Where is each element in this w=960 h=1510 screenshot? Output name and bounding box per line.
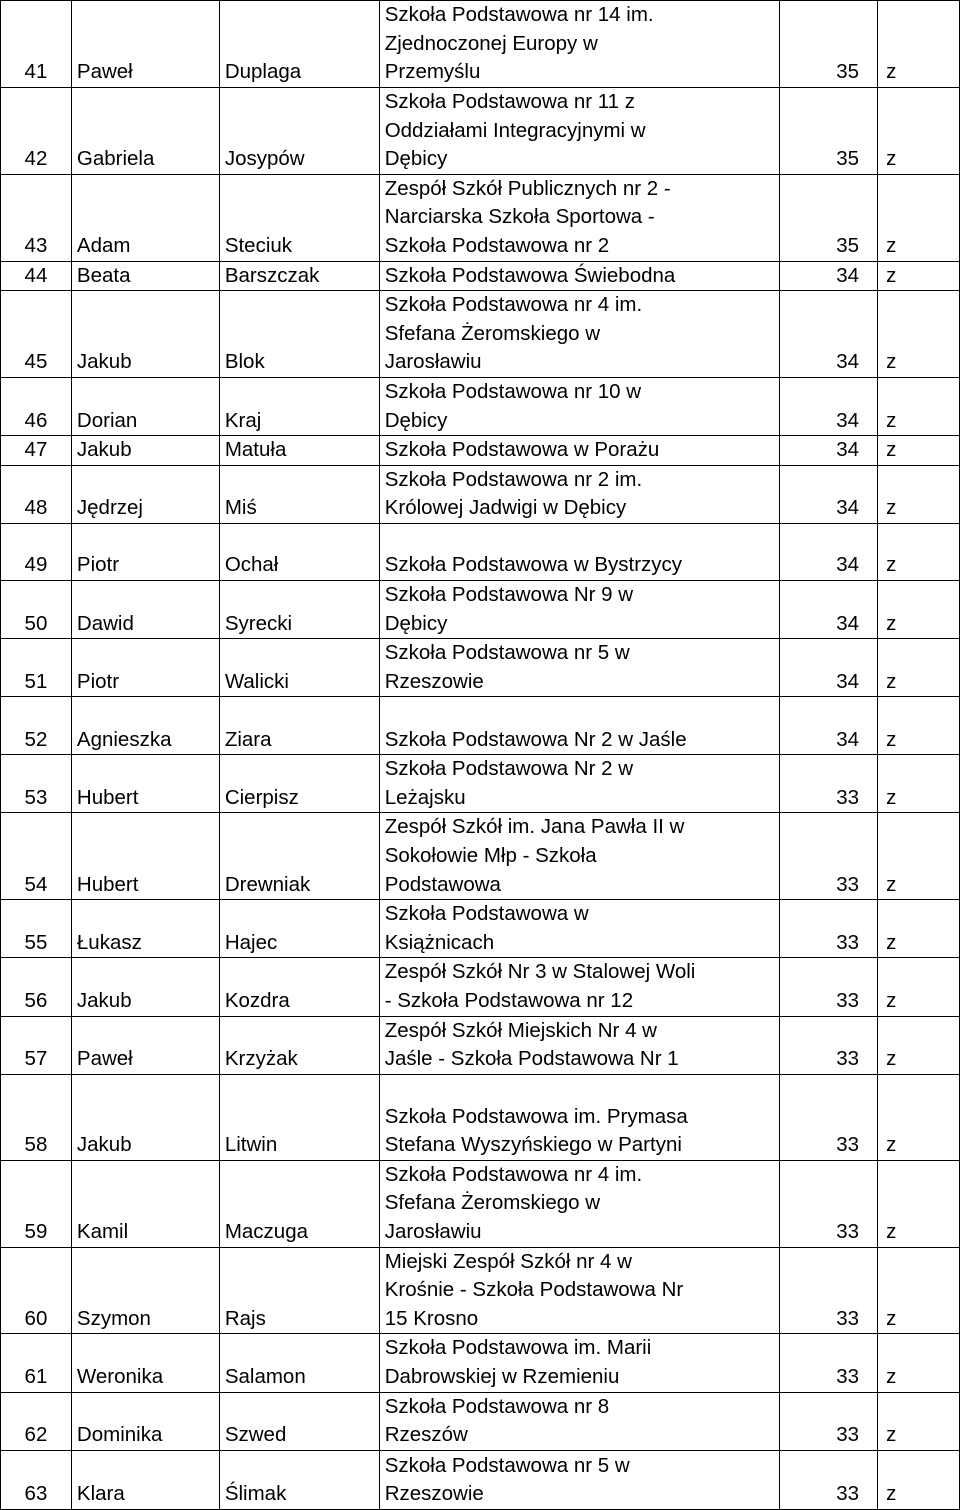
score: 35 (780, 88, 878, 175)
table-row (1, 436, 960, 466)
last-name: Salamon (219, 1334, 379, 1392)
first-name: Jakub (71, 436, 219, 466)
first-name: Agnieszka (71, 697, 219, 755)
category: z (878, 1, 960, 88)
first-name: Dorian (71, 377, 219, 435)
school-name: Szkoła Podstawowa Nr 2 w Jaśle (379, 697, 779, 755)
first-name: Dominika (71, 1392, 219, 1450)
school-name: Szkoła Podstawowa nr 8 Rzeszów (379, 1392, 779, 1450)
score: 34 (780, 580, 878, 638)
category: z (878, 580, 960, 638)
school-name: Szkoła Podstawowa nr 2 im. Królowej Jadwigi w Dębicy (379, 465, 779, 523)
score: 33 (780, 1450, 878, 1509)
table-row (1, 174, 960, 261)
last-name: Blok (219, 291, 379, 378)
score: 33 (780, 813, 878, 900)
row-number: 43 (1, 174, 72, 261)
first-name: Piotr (71, 523, 219, 580)
table-row (1, 639, 960, 697)
last-name: Litwin (219, 1074, 379, 1160)
category: z (878, 261, 960, 291)
row-number: 60 (1, 1247, 72, 1334)
row-number: 42 (1, 88, 72, 175)
table-row (1, 465, 960, 523)
school-name: Szkoła Podstawowa w Bystrzycy (379, 523, 779, 580)
row-number: 50 (1, 580, 72, 638)
school-name: Szkoła Podstawowa nr 5 w Rzeszowie (379, 1450, 779, 1509)
category: z (878, 697, 960, 755)
row-number: 54 (1, 813, 72, 900)
table-row (1, 900, 960, 958)
score: 34 (780, 377, 878, 435)
category: z (878, 88, 960, 175)
score: 33 (780, 958, 878, 1016)
first-name: Beata (71, 261, 219, 291)
school-name: Szkoła Podstawowa w Porażu (379, 436, 779, 466)
school-name: Szkoła Podstawowa nr 4 im. Sfefana Żeromskiego w Jarosławiu (379, 291, 779, 378)
category: z (878, 465, 960, 523)
row-number: 61 (1, 1334, 72, 1392)
first-name: Hubert (71, 813, 219, 900)
score: 33 (780, 1016, 878, 1074)
category: z (878, 1016, 960, 1074)
category: z (878, 639, 960, 697)
row-number: 49 (1, 523, 72, 580)
last-name: Hajec (219, 900, 379, 958)
last-name: Cierpisz (219, 755, 379, 813)
table-row (1, 261, 960, 291)
last-name: Matuła (219, 436, 379, 466)
first-name: Kamil (71, 1160, 219, 1247)
score: 34 (780, 523, 878, 580)
table-row (1, 291, 960, 378)
row-number: 44 (1, 261, 72, 291)
table-row (1, 755, 960, 813)
table-row (1, 580, 960, 638)
school-name: Szkoła Podstawowa Nr 9 w Dębicy (379, 580, 779, 638)
table-row (1, 1450, 960, 1509)
last-name: Josypów (219, 88, 379, 175)
score: 34 (780, 697, 878, 755)
school-name: Szkoła Podstawowa nr 14 im. Zjednoczonej Europy w Przemyślu (379, 1, 779, 88)
school-name: Szkoła Podstawowa nr 4 im. Sfefana Żeromskiego w Jarosławiu (379, 1160, 779, 1247)
table-row (1, 813, 960, 900)
score: 33 (780, 1392, 878, 1450)
school-name: Zespół Szkół im. Jana Pawła II w Sokołowie Młp - Szkoła Podstawowa (379, 813, 779, 900)
school-name: Szkoła Podstawowa w Książnicach (379, 900, 779, 958)
last-name: Ślimak (219, 1450, 379, 1509)
last-name: Maczuga (219, 1160, 379, 1247)
first-name: Paweł (71, 1, 219, 88)
first-name: Jędrzej (71, 465, 219, 523)
row-number: 53 (1, 755, 72, 813)
first-name: Dawid (71, 580, 219, 638)
school-name: Szkoła Podstawowa nr 10 w Dębicy (379, 377, 779, 435)
row-number: 41 (1, 1, 72, 88)
category: z (878, 900, 960, 958)
row-number: 63 (1, 1450, 72, 1509)
table-row (1, 88, 960, 175)
first-name: Szymon (71, 1247, 219, 1334)
category: z (878, 1160, 960, 1247)
table-row (1, 1334, 960, 1392)
score: 33 (780, 900, 878, 958)
table-row (1, 1392, 960, 1450)
row-number: 62 (1, 1392, 72, 1450)
table-row (1, 1, 960, 88)
row-number: 55 (1, 900, 72, 958)
last-name: Barszczak (219, 261, 379, 291)
table-row (1, 1247, 960, 1334)
school-name: Szkoła Podstawowa nr 11 z Oddziałami Integracyjnymi w Dębicy (379, 88, 779, 175)
last-name: Walicki (219, 639, 379, 697)
table-row (1, 1016, 960, 1074)
row-number: 58 (1, 1074, 72, 1160)
score: 33 (780, 1074, 878, 1160)
school-name: Szkoła Podstawowa im. Marii Dabrowskiej w Rzemieniu (379, 1334, 779, 1392)
category: z (878, 291, 960, 378)
score: 34 (780, 465, 878, 523)
first-name: Jakub (71, 1074, 219, 1160)
school-name: Zespół Szkół Nr 3 w Stalowej Woli - Szkoła Podstawowa nr 12 (379, 958, 779, 1016)
row-number: 51 (1, 639, 72, 697)
last-name: Kozdra (219, 958, 379, 1016)
first-name: Jakub (71, 958, 219, 1016)
last-name: Ziara (219, 697, 379, 755)
row-number: 46 (1, 377, 72, 435)
first-name: Łukasz (71, 900, 219, 958)
row-number: 59 (1, 1160, 72, 1247)
row-number: 52 (1, 697, 72, 755)
last-name: Kraj (219, 377, 379, 435)
score: 34 (780, 291, 878, 378)
first-name: Piotr (71, 639, 219, 697)
school-name: Szkoła Podstawowa Świebodna (379, 261, 779, 291)
last-name: Steciuk (219, 174, 379, 261)
score: 33 (780, 755, 878, 813)
row-number: 48 (1, 465, 72, 523)
table-row (1, 1160, 960, 1247)
score: 33 (780, 1160, 878, 1247)
category: z (878, 755, 960, 813)
category: z (878, 436, 960, 466)
school-name: Miejski Zespół Szkół nr 4 w Krośnie - Szkoła Podstawowa Nr 15 Krosno (379, 1247, 779, 1334)
first-name: Paweł (71, 1016, 219, 1074)
first-name: Hubert (71, 755, 219, 813)
category: z (878, 1450, 960, 1509)
table-row (1, 1074, 960, 1160)
table-row (1, 377, 960, 435)
last-name: Miś (219, 465, 379, 523)
score: 34 (780, 436, 878, 466)
score: 35 (780, 174, 878, 261)
row-number: 45 (1, 291, 72, 378)
row-number: 47 (1, 436, 72, 466)
category: z (878, 1074, 960, 1160)
last-name: Syrecki (219, 580, 379, 638)
category: z (878, 813, 960, 900)
category: z (878, 958, 960, 1016)
score: 34 (780, 261, 878, 291)
category: z (878, 523, 960, 580)
table-row (1, 523, 960, 580)
last-name: Krzyżak (219, 1016, 379, 1074)
first-name: Weronika (71, 1334, 219, 1392)
table-row (1, 958, 960, 1016)
row-number: 57 (1, 1016, 72, 1074)
school-name: Szkoła Podstawowa nr 5 w Rzeszowie (379, 639, 779, 697)
category: z (878, 377, 960, 435)
first-name: Gabriela (71, 88, 219, 175)
last-name: Ochał (219, 523, 379, 580)
school-name: Zespół Szkół Miejskich Nr 4 w Jaśle - Szkoła Podstawowa Nr 1 (379, 1016, 779, 1074)
school-name: Szkoła Podstawowa Nr 2 w Leżajsku (379, 755, 779, 813)
school-name: Szkoła Podstawowa im. Prymasa Stefana Wyszyńskiego w Partyni (379, 1074, 779, 1160)
score: 34 (780, 639, 878, 697)
first-name: Adam (71, 174, 219, 261)
table-row (1, 697, 960, 755)
category: z (878, 1392, 960, 1450)
results-table-body (1, 1, 960, 1510)
category: z (878, 1334, 960, 1392)
score: 33 (780, 1334, 878, 1392)
row-number: 56 (1, 958, 72, 1016)
school-name: Zespół Szkół Publicznych nr 2 - Narciarska Szkoła Sportowa - Szkoła Podstawowa nr 2 (379, 174, 779, 261)
category: z (878, 174, 960, 261)
score: 33 (780, 1247, 878, 1334)
last-name: Szwed (219, 1392, 379, 1450)
last-name: Drewniak (219, 813, 379, 900)
last-name: Duplaga (219, 1, 379, 88)
first-name: Klara (71, 1450, 219, 1509)
first-name: Jakub (71, 291, 219, 378)
score: 35 (780, 1, 878, 88)
category: z (878, 1247, 960, 1334)
last-name: Rajs (219, 1247, 379, 1334)
